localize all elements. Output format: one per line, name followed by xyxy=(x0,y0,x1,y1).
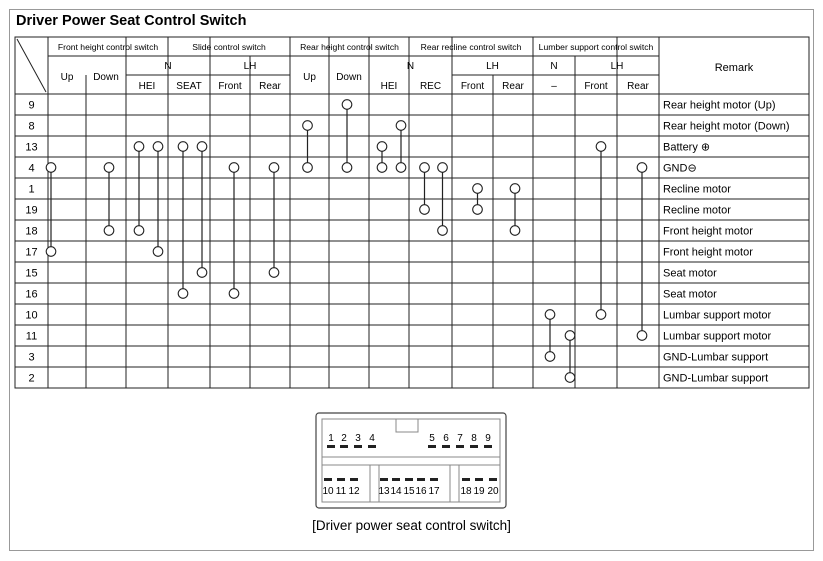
continuity-terminal xyxy=(197,142,207,152)
connector-pin-label: 6 xyxy=(443,433,449,444)
pin-number: 10 xyxy=(25,309,38,322)
continuity-terminal xyxy=(396,121,406,131)
sub-header-position: Rear xyxy=(259,81,281,92)
connector-caption: [Driver power seat control switch] xyxy=(312,518,511,533)
continuity-terminal xyxy=(420,205,430,215)
sub-header-lh: LH xyxy=(610,61,624,72)
sub-header-position: Rear xyxy=(502,81,524,92)
continuity-terminal xyxy=(637,163,647,173)
connector-pin xyxy=(354,445,362,448)
continuity-terminal xyxy=(473,205,483,215)
continuity-terminal xyxy=(438,226,448,236)
sub-header-n: N xyxy=(550,61,558,72)
pin-number: 15 xyxy=(25,267,38,280)
row-remark: GND⊖ xyxy=(663,162,697,175)
continuity-terminal xyxy=(342,163,352,173)
connector-pin-label: 14 xyxy=(390,486,402,497)
continuity-terminal xyxy=(178,142,188,152)
connector-pin xyxy=(442,445,450,448)
connector-pin-label: 18 xyxy=(460,486,472,497)
continuity-terminal xyxy=(229,289,239,299)
pin-number: 16 xyxy=(25,288,38,301)
row-remark: GND-Lumbar support xyxy=(663,351,769,364)
connector-pin-label: 1 xyxy=(328,433,334,444)
continuity-terminal xyxy=(396,163,406,173)
group-header: Front height control switch xyxy=(57,42,159,52)
row-remark: Battery ⊕ xyxy=(663,141,711,154)
sub-header-down: Down xyxy=(336,72,362,83)
pin-number: 11 xyxy=(25,330,38,343)
connector-pin xyxy=(380,478,388,481)
continuity-terminal xyxy=(104,226,114,236)
sub-header-up: Up xyxy=(303,72,316,83)
continuity-terminal xyxy=(545,310,555,320)
continuity-terminal xyxy=(565,331,575,341)
continuity-terminal xyxy=(438,163,448,173)
sub-header-position: Front xyxy=(584,81,608,92)
row-remark: Recline motor xyxy=(663,204,731,217)
sub-header-up: Up xyxy=(60,72,74,83)
continuity-terminal xyxy=(637,331,647,341)
remark-header: Remark xyxy=(714,62,754,74)
connector-pin-label: 7 xyxy=(457,433,463,444)
row-remark: Lumbar support motor xyxy=(663,330,772,343)
connector-pin-label: 3 xyxy=(355,433,361,444)
pin-number: 2 xyxy=(28,372,35,385)
connector-pin-label: 12 xyxy=(348,486,360,497)
connector-pin-label: 13 xyxy=(378,486,390,497)
sub-header-position: Front xyxy=(218,81,242,92)
corner-diagonal xyxy=(17,39,46,92)
row-remark: Seat motor xyxy=(663,267,717,280)
sub-header-lh: LH xyxy=(243,61,257,72)
continuity-terminal xyxy=(510,226,520,236)
connector-pin xyxy=(337,478,345,481)
continuity-terminal xyxy=(46,247,56,257)
connector-pin xyxy=(428,445,436,448)
connector-pin-label: 4 xyxy=(369,433,375,444)
sub-header-n: N xyxy=(164,61,172,72)
pin-number: 19 xyxy=(25,204,38,217)
connector-pin-label: 15 xyxy=(403,486,415,497)
row-remark: GND-Lumbar support xyxy=(663,372,769,385)
sub-header-position: HEI xyxy=(380,81,398,92)
connector-pin-label: 16 xyxy=(415,486,427,497)
connector-divider xyxy=(322,457,500,465)
connector-pin-label: 20 xyxy=(487,486,499,497)
continuity-terminal xyxy=(134,142,144,152)
group-header: Slide control switch xyxy=(192,42,266,52)
group-header: Rear height control switch xyxy=(300,42,399,52)
pin-number: 18 xyxy=(25,225,38,238)
continuity-terminal xyxy=(473,184,483,194)
continuity-terminal xyxy=(229,163,239,173)
connector-pin xyxy=(327,445,335,448)
connector-drawing xyxy=(316,413,506,508)
continuity-terminal xyxy=(269,163,279,173)
group-header: Rear recline control switch xyxy=(420,42,522,52)
connector-pin-label: 5 xyxy=(429,433,435,444)
continuity-terminal xyxy=(134,226,144,236)
group-header: Lumber support control switch xyxy=(538,42,654,52)
sub-header-position: Rear xyxy=(627,81,649,92)
row-remark: Rear height motor (Up) xyxy=(663,99,776,112)
connector-pin xyxy=(392,478,400,481)
connector-pin xyxy=(368,445,376,448)
sub-header-position: – xyxy=(551,81,557,92)
continuity-terminal xyxy=(596,142,606,152)
connector-pin-label: 17 xyxy=(428,486,440,497)
continuity-terminal xyxy=(510,184,520,194)
row-remark: Rear height motor (Down) xyxy=(663,120,790,133)
connector-pin xyxy=(430,478,438,481)
row-remark: Seat motor xyxy=(663,288,717,301)
pin-number: 17 xyxy=(25,246,38,259)
continuity-terminal xyxy=(197,268,207,278)
sub-header-down: Down xyxy=(93,72,119,83)
diagram-title: Driver Power Seat Control Switch xyxy=(16,13,247,29)
row-remark: Recline motor xyxy=(663,183,731,196)
continuity-terminal xyxy=(545,352,555,362)
connector-pin xyxy=(489,478,497,481)
connector-pin-label: 10 xyxy=(322,486,334,497)
sub-header-position: REC xyxy=(419,81,442,92)
connector-pin xyxy=(405,478,413,481)
pin-number: 4 xyxy=(28,162,35,175)
connector-pin xyxy=(417,478,425,481)
continuity-terminal xyxy=(303,121,313,131)
row-remark: Front height motor xyxy=(663,246,753,259)
connector-pin xyxy=(456,445,464,448)
sub-header-position: HEI xyxy=(138,81,156,92)
continuity-terminal xyxy=(178,289,188,299)
continuity-terminal xyxy=(153,247,163,257)
continuity-terminal xyxy=(596,310,606,320)
sub-header-position: SEAT xyxy=(176,81,202,92)
continuity-terminal xyxy=(153,142,163,152)
connector-pin-label: 11 xyxy=(335,486,347,497)
sub-header-lh: LH xyxy=(486,61,499,72)
continuity-terminal xyxy=(377,142,387,152)
connector-pin-label: 9 xyxy=(485,433,491,444)
continuity-terminal xyxy=(377,163,387,173)
connector-pin xyxy=(462,478,470,481)
connector-pin xyxy=(484,445,492,448)
pin-number: 1 xyxy=(28,183,35,196)
continuity-terminal xyxy=(269,268,279,278)
connector-pin-label: 19 xyxy=(473,486,485,497)
continuity-terminal xyxy=(46,163,56,173)
connector-pin xyxy=(340,445,348,448)
connector-pin-label: 2 xyxy=(341,433,347,444)
sub-header-n: N xyxy=(406,61,415,72)
continuity-terminal xyxy=(342,100,352,110)
connector-pin xyxy=(475,478,483,481)
connector-pin xyxy=(470,445,478,448)
table-header xyxy=(58,42,754,92)
pin-number: 3 xyxy=(28,351,35,364)
continuity-terminal xyxy=(303,163,313,173)
continuity-terminal xyxy=(565,373,575,383)
connector-pin xyxy=(350,478,358,481)
pin-number: 13 xyxy=(25,141,38,154)
connector-pin-label: 8 xyxy=(471,433,477,444)
pin-number: 9 xyxy=(28,99,35,112)
sub-header-position: Front xyxy=(460,81,485,92)
continuity-terminal xyxy=(420,163,430,173)
continuity-terminal xyxy=(104,163,114,173)
row-remark: Front height motor xyxy=(663,225,753,238)
row-remark: Lumbar support motor xyxy=(663,309,772,322)
connector-pin xyxy=(324,478,332,481)
pin-number: 8 xyxy=(28,120,35,133)
